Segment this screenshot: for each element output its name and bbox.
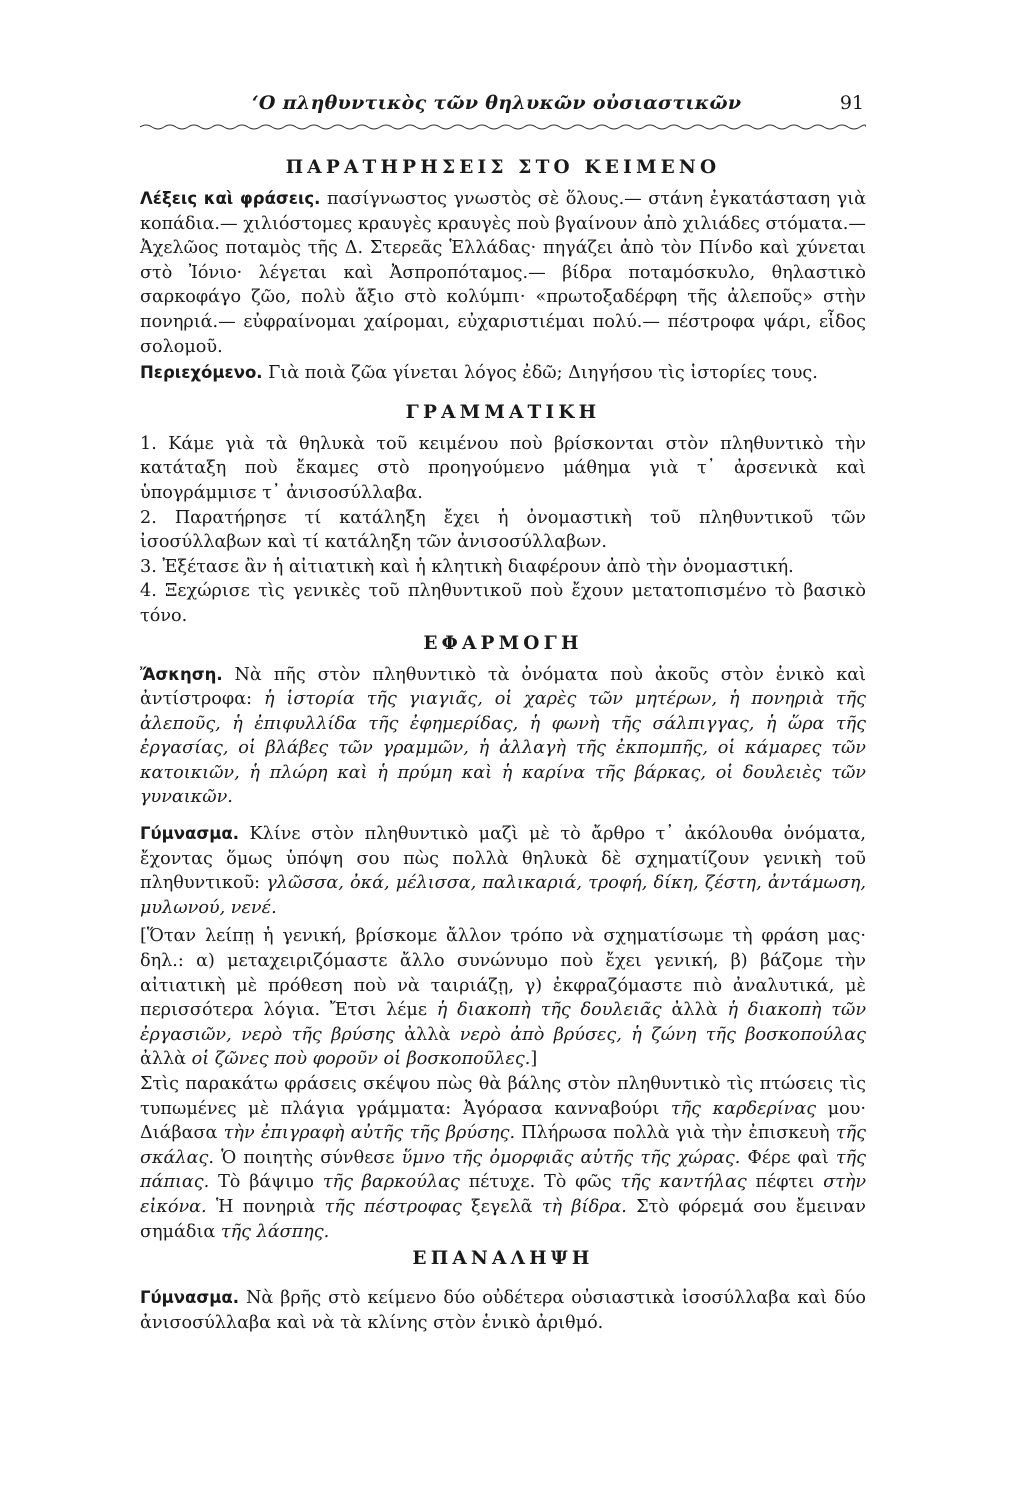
heading-epanalipsi: ΕΠΑΝΑΛΗΨΗ [412,1248,594,1270]
phrase-text-10: Στὸ φόρεμά σου ἔμειναν σημάδια [140,1196,867,1242]
phrases-intro: Στὶς παρακάτω φράσεις σκέψου πὼς θὰ βάλης στὸν πληθυντικὸ τὶς πτώσεις τὶς τυπωμένες μὲ πλάγια γράμματα: Ἀγόρασα κανναβούρι [140,1074,866,1119]
grammar-item-4: 4. Ξεχώρισε τὶς γενικὲς τοῦ πληθυντικοῦ ποὺ ἔχουν μετατοπισμένο τὸ βασικὸ τόνο. [140,581,866,626]
genitive-note-paragraph [140,924,866,1072]
phrase-text-8: Ἡ πονηριὰ [215,1196,316,1217]
phrase-text-7: πέφτει [755,1172,815,1193]
note-italic-4: οἱ ζῶνες ποὺ φοροῦν οἱ βοσκοποῦλες. [191,1049,531,1070]
phrase-italic-10: τὴ βίδρα. [541,1196,627,1217]
phrase-italic-11: τῆς λάσπης. [220,1221,330,1242]
heading-grammatiki: ΓΡΑΜΜΑΤΙΚΗ [405,401,601,423]
phrases-paragraph [140,1072,866,1244]
heading-efarmogi: ΕΦΑΡΜΟΓΗ [423,632,583,654]
note-text-4: ἀλλὰ [140,1049,187,1070]
note-text-1: [Ὅταν λείπῃ ἡ γενική, βρίσκομε ἄλλον τρόπο νὰ σχηματίσωμε τὴ φράση μας· δηλ.: α) μεταχειριζόμαστε ἄλλο συνώνυμο ποὺ ἔχει γενική, β) βάζομε τὴν αἰτιατικὴ μὲ πρόθεση ποὺ νὰ ταιριάζῃ, γ) ἐκφραζόμαστε πιὸ ἀναλυτικά, μὲ περισσότερα λόγια. Ἔτσι λέμε [140,926,866,1021]
phrase-text-4: Φέρε φαὶ [747,1147,829,1168]
phrase-italic-2: τὴν ἐπιγραφὴ αὐτῆς τῆς βρύσης. [223,1123,516,1144]
gymnasma-paragraph [140,822,866,920]
gymnasma-italic-words: γλῶσσα, ὀκά, μέλισσα, παλικαριά, τροφή, δίκη, ζέστη, ἀντάμωση, μυλωνού, νενέ. [140,873,866,918]
phrase-italic-9: τῆς πέστροφας [324,1196,462,1217]
note-italic-3: νερὸ ἀπὸ βρύσες, ἡ ζώνη τῆς βοσκοπούλας [459,1024,866,1045]
phrase-italic-7: τῆς καντήλας [620,1172,747,1193]
note-text-2: ἀλλὰ [671,1000,718,1021]
askisi-paragraph [140,663,866,811]
page-number: 91 [839,92,864,114]
page-header [140,92,866,124]
phrase-italic-6: τῆς βαρκούλας [322,1172,460,1193]
phrase-italic-8: στὴν εἰκόνα. [140,1172,867,1217]
phrase-text-3: Ὁ ποιητὴς σύνθεσε [221,1147,395,1168]
phrase-text-1: μου· Διάβασα [140,1098,867,1144]
lexeis-text: πασίγνωστος γνωστὸς σὲ ὅλους.— στάνη ἐγκατάσταση γιὰ κοπάδια.— χιλιόστομες κραυγὲς κραυγὲς ποὺ βγαίνουν ἀπὸ χιλιάδες στόματα.— Ἀχελῶος ποταμὸς τῆς Δ. Στερεᾶς Ἑλλάδας· πηγάζει ἀπὸ τὸν Πίνδο καὶ χύνεται στὸ Ἰόνιο· λέγεται καὶ Ἀσπροπόταμος.— βίδρα ποταμόσκυλο, θηλαστικὸ σαρκοφάγο ζῶο, πολὺ ἄξιο στὸ κολύμπι· «πρωτοξαδέρφη τῆς ἀλεποῦς» στὴν πονηριά.— εὐφραίνομαι χαίρομαι, εὐχαριστιέμαι πολύ.— πέστροφα ψάρι, εἶδος σολομοῦ. [140,189,867,357]
periexomeno-label: Περιεχόμενο. [140,363,263,383]
periexomeno-paragraph [140,361,866,386]
phrase-italic-4: ὕμνο τῆς ὀμορφιᾶς αὐτῆς τῆς χώρας. [401,1147,741,1168]
gymnasma-text: Κλίνε στὸν πληθυντικὸ μαζὶ μὲ τὸ ἄρθρο τ᾽ ἀκόλουθα ὀνόματα, ἔχοντας ὅμως ὑπόψη σου πὼς πολλὰ θηλυκὰ δὲ σχηματίζουν γενικὴ τοῦ πληθυντικοῦ: [140,824,867,894]
phrase-italic-5: τῆς πάπιας. [140,1147,867,1193]
running-title: ‘Ο πληθυντικὸς τῶν θηλυκῶν οὐσιαστικῶν [252,92,742,114]
note-text-3: ἀλλὰ [404,1024,451,1045]
lexeis-label: Λέξεις καὶ φράσεις. [140,189,321,208]
note-close-bracket: ] [530,1049,538,1070]
phrase-text-6: πέτυχε. Τὸ φῶς [468,1172,612,1193]
gymnasma-label: Γύμνασμα. [140,824,239,844]
page-content [140,153,866,1335]
phrase-text-5: Τὸ βάψιμο [218,1172,314,1193]
grammar-item-3: 3. Ἐξέτασε ἂν ἡ αἰτιατικὴ καὶ ἡ κλητικὴ διαφέρουν ἀπὸ τὴν ὀνομαστική. [140,556,794,577]
note-italic-2: ἡ διακοπὴ τῶν ἐργασιῶν, νερὸ τῆς βρύσης [140,1000,867,1045]
phrase-text-2: Πλήρωσα πολλὰ γιὰ τὴν ἐπισκευὴ [521,1123,830,1144]
grammar-item-2: 2. Παρατήρησε τί κατάληξη ἔχει ἡ ὀνομαστικὴ τοῦ πληθυντικοῦ τῶν ἰσοσύλλαβων καὶ τί κατάληξη τῶν ἀνισοσύλλαβων. [140,507,866,553]
grammar-item-1: 1. Κάμε γιὰ τὰ θηλυκὰ τοῦ κειμένου ποὺ βρίσκονται στὸν πληθυντικὸ τὴν κατάταξη ποὺ ἔκαμες στὸ προηγούμενο μάθημα γιὰ τ᾽ ἀρσενικὰ καὶ ὑπογράμμισε τ᾽ ἀνισοσύλλαβα. [140,433,866,503]
lexeis-paragraph [140,187,866,359]
note-italic-1: ἡ διακοπὴ τῆς δουλειᾶς [436,1000,662,1021]
phrase-text-9: ξεγελᾶ [471,1196,533,1217]
askisi-italic-list: ἡ ἱστορία τῆς γιαγιᾶς, οἱ χαρὲς τῶν μητέρων, ἡ πονηριὰ τῆς ἀλεποῦς, ἡ ἐπιφυλλίδα τῆς ἐφημερίδας, ἡ φωνὴ τῆς σάλπιγγας, ἡ ὥρα τῆς ἐργασίας, οἱ βλάβες τῶν γραμμῶν, ἡ ἀλλαγὴ τῆς ἐκπομπῆς, οἱ κάμαρες τῶν κατοικιῶν, ἡ πλώρη καὶ ἡ πρύμη καὶ ἡ καρίνα τῆς βάρκας, οἱ δουλειὲς τῶν γυναικῶν. [140,689,867,808]
wavy-rule-divider [140,122,866,132]
askisi-text: Νὰ πῆς στὸν πληθυντικὸ τὰ ὀνόματα ποὺ ἀκοῦς στὸν ἑνικὸ καὶ ἀντίστροφα: [140,664,866,710]
phrase-italic-3: τῆς σκάλας. [140,1123,867,1168]
epanalipsi-paragraph [140,1286,866,1335]
epanalipsi-gymnasma-text: Νὰ βρῆς στὸ κείμενο δύο οὐδέτερα οὐσιαστικὰ ἰσοσύλλαβα καὶ δύο ἀνισοσύλλαβα καὶ νὰ τὰ κλίνης στὸν ἑνικὸ ἀριθμό. [140,1288,867,1333]
askisi-label: Ἄσκηση. [140,664,223,684]
phrase-italic-1: τῆς καρδερίνας [670,1098,817,1119]
epanalipsi-gymnasma-label: Γύμνασμα. [140,1288,239,1308]
heading-paratiriseis: ΠΑΡΑΤΗΡΗΣΕΙΣ ΣΤΟ ΚΕΙΜΕΝΟ [285,157,721,178]
periexomeno-text: Γιὰ ποιὰ ζῶα γίνεται λόγος ἐδῶ; Διηγήσου τὶς ἱστορίες τους. [268,363,818,384]
